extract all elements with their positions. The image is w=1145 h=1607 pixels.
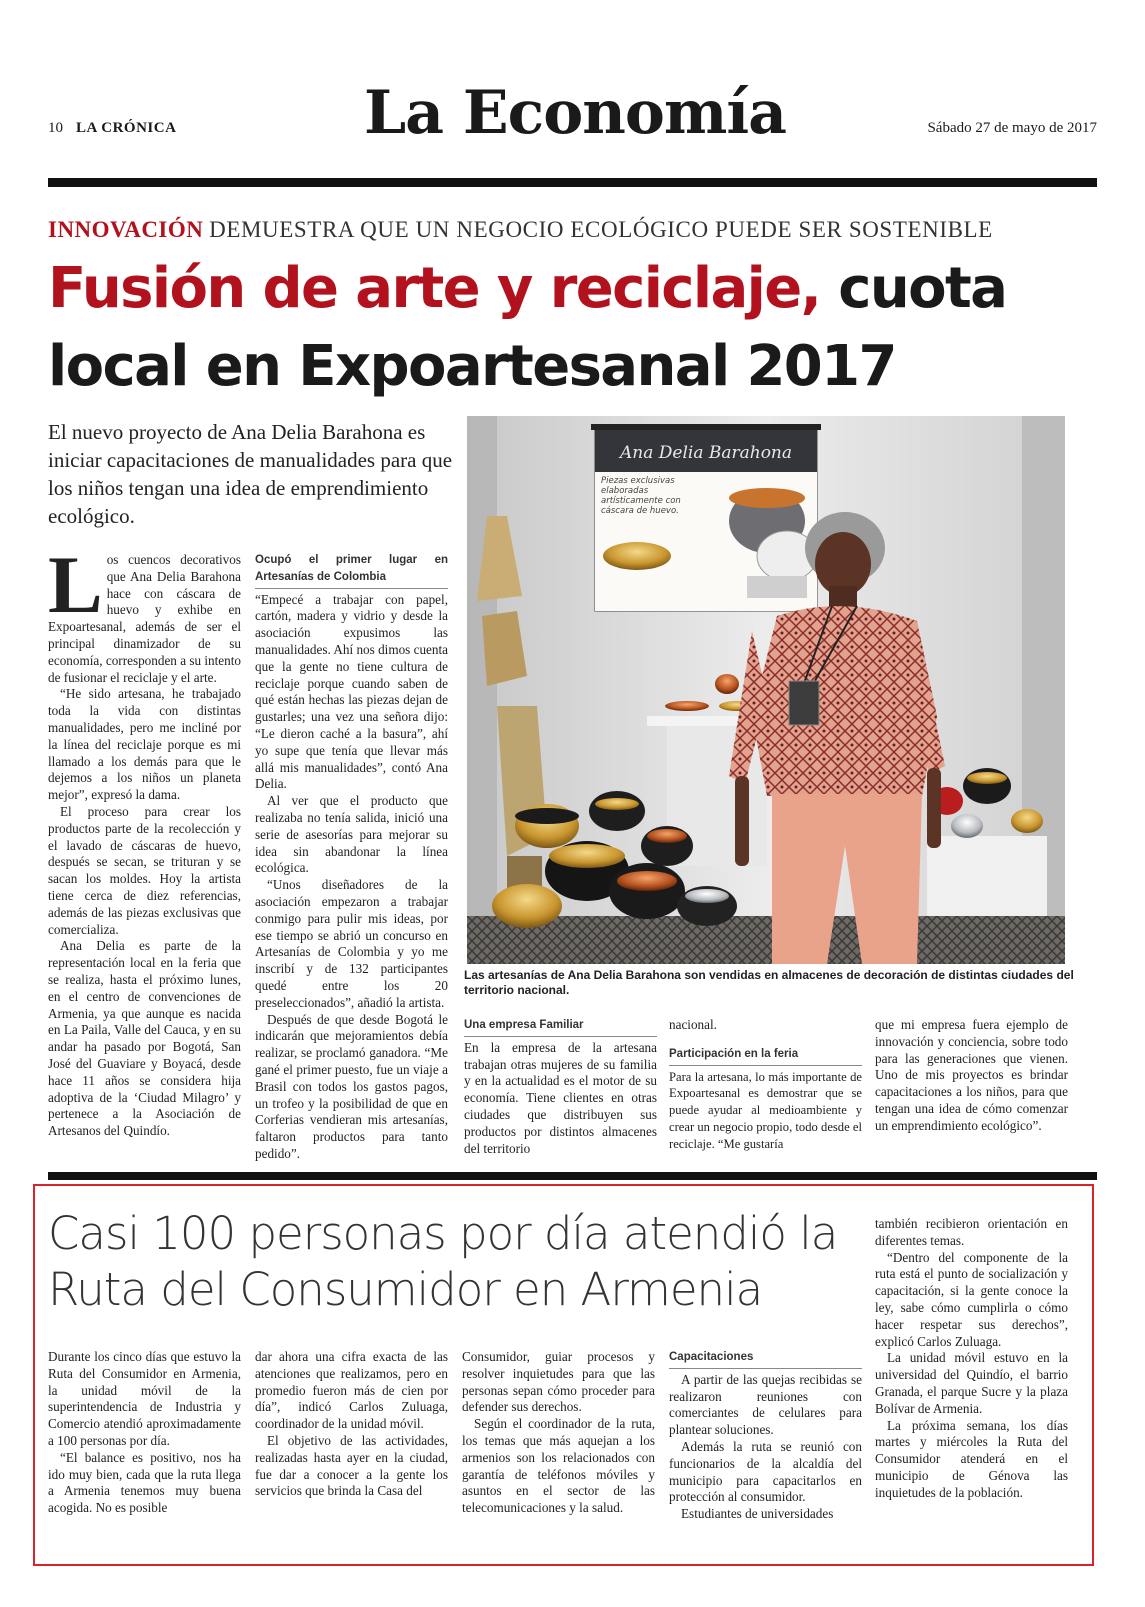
drop-cap: L — [48, 539, 103, 630]
subhead-primer-lugar: Ocupó el primer lugar en Artesanías de Colombia — [255, 552, 448, 589]
paragraph: La próxima semana, los días martes y miércoles la Ruta del Consumidor atenderá en el municipio de Génova las inquietudes de la población. — [875, 1417, 1068, 1500]
masthead-rule — [48, 178, 1097, 187]
banner-text: Piezas exclusivas elaboradas artísticamente con cáscara de huevo. — [601, 476, 681, 516]
subhead-participacion: Participación en la feria — [669, 1046, 862, 1066]
paragraph: Después de que desde Bogotá le indicarán que mejoramientos debía realizar, se proclamó ganadora. “Me gané el primer puesto, fue un viaje a Brasil con todos los gastos pagos, un trofeo y la posibilidad de que en Corferias vendieran mis artesanías, faltaron productos para tanto pedido”. — [255, 1011, 448, 1161]
article-kicker — [48, 217, 993, 243]
box-top-rule — [48, 1172, 1097, 1180]
paragraph: dar ahora una cifra exacta de las atenciones que realizamos, pero en promedio fueron más de cien por día”, indicó Carlos Zuluaga, coordinador de la unidad móvil. — [255, 1349, 448, 1432]
paragraph: Estudiantes de universidades — [681, 1506, 834, 1522]
paragraph: nacional. — [669, 1017, 717, 1032]
box-column-2 — [255, 1349, 448, 1500]
kicker-tag: INNOVACIÓN — [48, 217, 204, 242]
paragraph: “He sido artesana, he trabajado toda la vida con distintas manualidades, pero me incliné por la línea del reciclaje porque es mi llamado a los demás para que le dejemos a los niños un planeta mejor”, expresó la dama. — [48, 686, 241, 803]
box-column-5 — [875, 1216, 1068, 1502]
issue-date: Sábado 27 de mayo de 2017 — [927, 120, 1097, 136]
article-column-4 — [669, 1017, 862, 1153]
paragraph: “Empecé a trabajar con papel, cartón, madera y vidrio y desde la asociación expusimos las manualidades. Ahí nos dimos cuenta que la gente no tiene cultura de reciclaje porque cuando saben de qué están hechas las piezas dejan de gustarles; una vez una señora dijo: “Le dieron caché a la basura”, ahí yo supe que tenía que llevar más allá mis manualidades”, contó Ana Delia. — [255, 591, 449, 792]
paragraph: “Dentro del componente de la ruta está el punto de socialización y capacitación, si la gente conoce la ley, sabe cómo cumplirla o cómo hacer respetar sus derechos”, explicó Carlos Zuluaga. — [875, 1249, 1068, 1349]
article-column-2 — [255, 552, 448, 1163]
newspaper-name: LA CRÓNICA — [76, 120, 177, 136]
subhead-capacitaciones: Capacitaciones — [669, 1349, 862, 1369]
page-number: 10 — [48, 120, 63, 136]
banner-name: Ana Delia Barahona — [619, 443, 793, 463]
paragraph: A partir de las quejas recibidas se realizaron reuniones con comerciantes de celulares para plantear soluciones. — [669, 1371, 862, 1438]
paragraph: Para la artesana, lo más importante de Expoartesanal es demostrar que se puede ayudar al medioambiente y crear un negocio propio, todo desde el reciclaje. “Me gustaría — [669, 1069, 862, 1151]
article-column-3 — [464, 1017, 657, 1157]
paragraph: Ana Delia es parte de la representación local en la feria que se realiza, hasta el próximo lunes, en el centro de convenciones de Armenia, ya que aunque es nacida en La Paila, Valle del Cauca, y en su andar ha pasado por Bogotá, San José del Guaviare y Boyacá, desde hace 11 años se considera hija adoptiva de la ‘Ciudad Milagro’ y pertenece a la Asociación de Artesanos del Quindío. — [48, 938, 241, 1139]
headline-black-part-2: local en Expoartesanal 2017 — [48, 334, 896, 399]
box-column-4 — [669, 1349, 862, 1523]
box-column-1 — [48, 1349, 241, 1517]
paragraph: La unidad móvil estuvo en la universidad del Quindío, el barrio Granada, el parque Sucre y la plaza Bolívar de Armenia. — [875, 1350, 1068, 1416]
article-lead: El nuevo proyecto de Ana Delia Barahona es iniciar capacitaciones de manualidades para que los niños tengan una idea de emprendimiento ecológico. — [48, 420, 453, 528]
section-title: La Economía — [363, 78, 787, 148]
paragraph: “Unos diseñadores de la asociación empezaron a trabajar conmigo para pulir mis ideas, por ese tiempo se abrió un concurso en Artesanías de Colombia y yo me inscribí y de 132 participantes quedé entre los 20 preseleccionados”, añadió la artista. — [255, 877, 448, 1010]
paragraph: El objetivo de las actividades, realizadas hasta ayer en la ciudad, fue dar a conocer a la gente los servicios que brinda la Casa del — [255, 1432, 448, 1499]
paragraph: Además la ruta se reunió con funcionarios de la alcaldía del municipio para capacitarlos en protección al consumidor. — [669, 1438, 862, 1505]
paragraph: que mi empresa fuera ejemplo de innovación y conciencia, sobre todo para las generaciones que vienen. Uno de mis proyectos es brindar capacitaciones a los niños, para que tengan una idea de cómo comenzar un emprendimiento ecológico”. — [875, 1017, 1068, 1133]
paragraph: “El balance es positivo, nos ha ido muy bien, cada que la ruta llega a Armenia tenemos muy buena acogida. No es posible — [48, 1449, 241, 1516]
article-photo — [467, 416, 1065, 964]
headline-black-part-1: cuota — [820, 256, 1007, 321]
box-column-3 — [462, 1349, 655, 1517]
paragraph: Durante los cinco días que estuvo la Ruta del Consumidor en Armenia, la unidad móvil de la superintendencia de Industria y Comercio atendió aproximadamente a 100 personas por día. — [48, 1349, 241, 1448]
paragraph: Según el coordinador de la ruta, los temas que más aquejan a los armenios son los relacionados con garantía de teléfonos móviles y asuntos en el sector de las telecomunicaciones y la salud. — [462, 1416, 655, 1516]
article-column-1 — [48, 539, 241, 1140]
paragraph: también recibieron orientación en diferentes temas. — [875, 1216, 1068, 1248]
box-headline: Casi 100 personas por día atendió la Ruta del Consumidor en Armenia — [48, 1207, 838, 1316]
artisan-stand-illustration — [467, 416, 1065, 964]
paragraph: os cuencos decorativos que Ana Delia Barahona hace con cáscara de huevo y exhibe en Expoartesanal, además de ser el principal dinamizador de su economía, corresponden a su intento de fusionar el reciclaje y el arte. — [48, 552, 241, 685]
paragraph: El proceso para crear los productos parte de la recolección y el lavado de cáscaras de huevo, después se secan, se trituran y se sacan los moldes. Hoy la artista tiene cerca de diez referencias, además de las piezas exclusivas que comercializa. — [48, 803, 241, 937]
photo-caption: Las artesanías de Ana Delia Barahona son vendidas en almacenes de decoración de distintas ciudades del territorio nacional. — [464, 968, 1074, 997]
kicker-text: DEMUESTRA QUE UN NEGOCIO ECOLÓGICO PUEDE SER SOSTENIBLE — [209, 217, 993, 242]
article-headline — [48, 250, 1108, 406]
paragraph: Al ver que el producto que realizaba no tenía salida, inició una serie de asesorías para mejorar su idea sin abandonar la línea ecológica. — [255, 793, 448, 876]
article-column-5 — [875, 1017, 1068, 1135]
paragraph: Consumidor, guiar procesos y resolver inquietudes para que las personas sepan cómo proceder para defender sus derechos. — [462, 1349, 655, 1415]
headline-red-part: Fusión de arte y reciclaje, — [48, 256, 821, 321]
paragraph: En la empresa de la artesana trabajan otras mujeres de su familia y en la actualidad es el motor de su economía. Tiene clientes en otras ciudades que distribuyen sus productos por distintos almacenes del territorio — [464, 1039, 657, 1156]
subhead-empresa-familiar: Una empresa Familiar — [464, 1017, 657, 1037]
